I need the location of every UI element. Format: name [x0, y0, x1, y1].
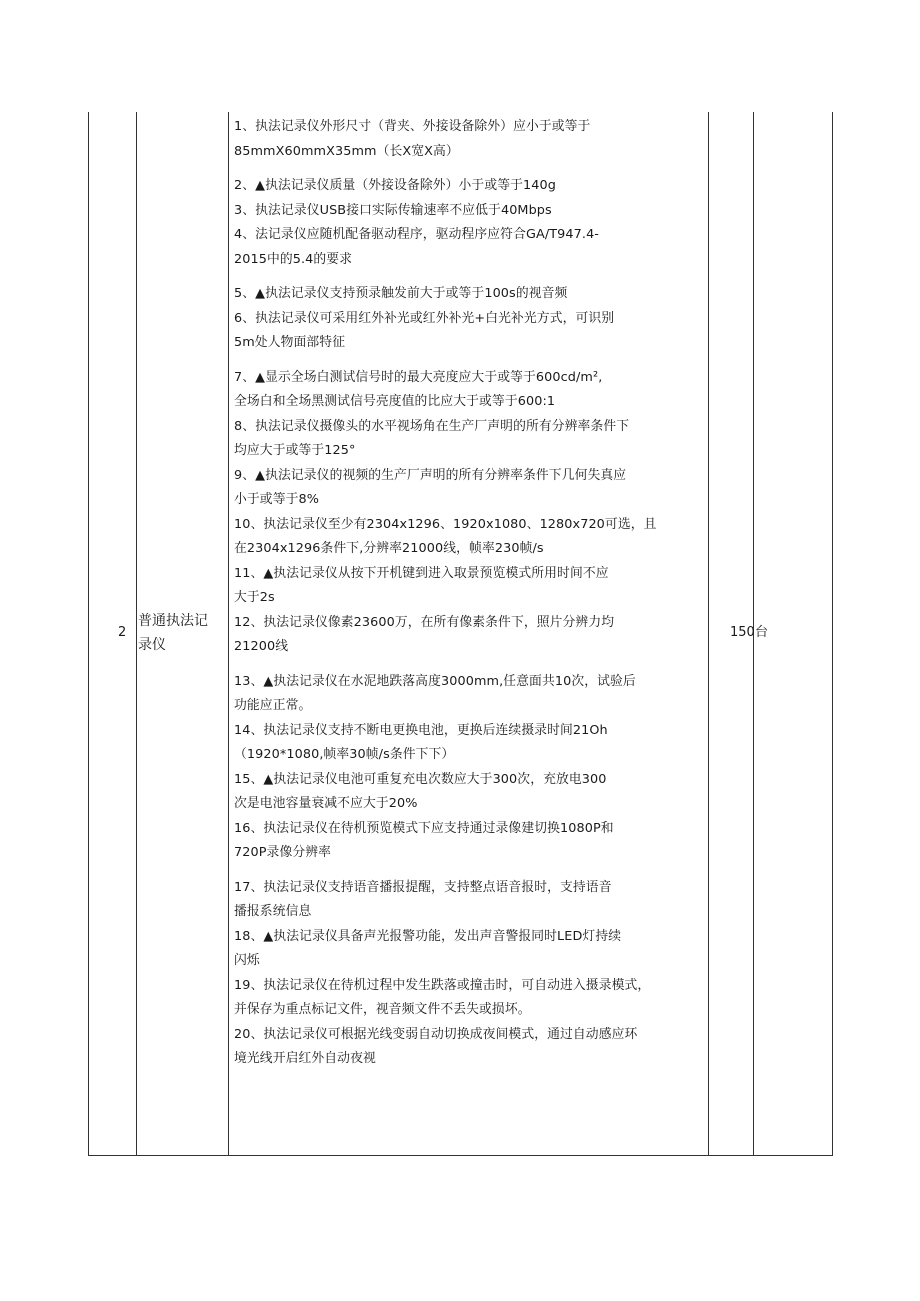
spec-line: 17、执法记录仪支持语音播报提醒，支持整点语音报时，支持语音 [234, 879, 612, 895]
spec-line: 并保存为重点标记文件，视音频文件不丢失或损坏。 [234, 1002, 531, 1017]
item-name: 普通执法记录仪 [138, 613, 208, 653]
spec-line: 均应大于或等于125° [234, 443, 356, 458]
spec-line: 8、执法记录仪摄像头的水平视场角在生产厂声明的所有分辨率条件下 [234, 418, 630, 434]
spec-line: 21200线 [234, 639, 289, 654]
spec-line: 全场白和全场黑测试信号亮度值的比应大于或等于600:1 [234, 394, 556, 409]
spec-line: 5m处人物面部特征 [234, 335, 346, 350]
spec-line: 7、▲显示全场白测试信号时的最大亮度应大于或等于600cd/m², [234, 369, 603, 385]
table-border-right [832, 112, 833, 1155]
spec-line: 19、执法记录仪在待机过程中发生跌落或撞击时，可自动进入摄录模式， [234, 977, 651, 993]
spec-line: 闪烁 [234, 953, 260, 968]
column-divider [136, 112, 137, 1155]
spec-line: 播报系统信息 [234, 904, 312, 919]
spec-line: 18、▲执法记录仪具备声光报警功能，发出声音警报同时LED灯持续 [234, 928, 622, 944]
spec-line: 11、▲执法记录仪从按下开机键到进入取景预览模式所用时间不应 [234, 565, 609, 581]
spec-line: 4、法记录仪应随机配备驱动程序，驱动程序应符合GA/T947.4- [234, 227, 600, 242]
spec-line: 20、执法记录仪可根据光线变弱自动切换成夜间模式，通过自动感应环 [234, 1026, 638, 1042]
column-divider [228, 112, 229, 1155]
spec-line: 功能应正常。 [234, 698, 312, 713]
spec-line: 2015中的5.4的要求 [234, 251, 353, 267]
spec-list [234, 115, 712, 1072]
spec-line: 次是电池容量衰减不应大于20% [234, 796, 418, 811]
spec-line: 2、▲执法记录仪质量（外接设备除外）小于或等于140g [234, 178, 556, 193]
spec-line: 15、▲执法记录仪电池可重复充电次数应大于300次，充放电300 [234, 771, 607, 787]
spec-gap [234, 660, 712, 670]
table-border-left [88, 112, 89, 1155]
spec-gap [234, 356, 712, 366]
spec-line: 3、执法记录仪USB接口实际传输速率不应低于40Mbps [234, 202, 552, 218]
spec-line: 9、▲执法记录仪的视频的生产厂声明的所有分辨率条件下几何失真应 [234, 467, 627, 483]
spec-line: 境光线开启红外自动夜视 [234, 1051, 376, 1066]
spec-gap [234, 272, 712, 282]
spec-line: 14、执法记录仪支持不断电更换电池，更换后连续摄录时间21Oh [234, 722, 608, 738]
spec-line: 720P录像分辨率 [234, 845, 332, 860]
spec-line: 13、▲执法记录仪在水泥地跌落高度3000mm,任意面共10次，试验后 [234, 673, 636, 689]
spec-line: 大于2s [234, 590, 275, 605]
spec-line: 12、执法记录仪像素23600万，在所有像素条件下，照片分辨力均 [234, 614, 615, 630]
spec-line: 10、执法记录仪至少有2304x1296、1920x1080、1280x720可选，且 [234, 516, 657, 532]
spec-table [88, 112, 833, 1156]
spec-line: （1920*1080,帧率30帧/s条件下下） [234, 747, 455, 762]
spec-gap [234, 866, 712, 876]
spec-line: 在2304x1296条件下,分辨率21000线，帧率230帧/s [234, 541, 544, 556]
spec-line: 5、▲执法记录仪支持预录触发前大于或等于100s的视音频 [234, 286, 568, 301]
spec-line: 小于或等于8% [234, 492, 319, 507]
row-index: 2 [118, 625, 127, 640]
unit: 台 [755, 625, 769, 640]
spec-line: 6、执法记录仪可采用红外补光或红外补光+白光补光方式，可识别 [234, 310, 615, 326]
spec-line: 85mmX60mmX35mm（长X宽X高） [234, 143, 459, 159]
table-clip [88, 112, 833, 1155]
spec-gap [234, 164, 712, 174]
spec-line: 1、执法记录仪外形尺寸（背夹、外接设备除外）应小于或等于 [234, 119, 591, 134]
spec-line: 16、执法记录仪在待机预览模式下应支持通过录像建切换1080P和 [234, 820, 614, 836]
quantity: 150 [730, 625, 755, 640]
